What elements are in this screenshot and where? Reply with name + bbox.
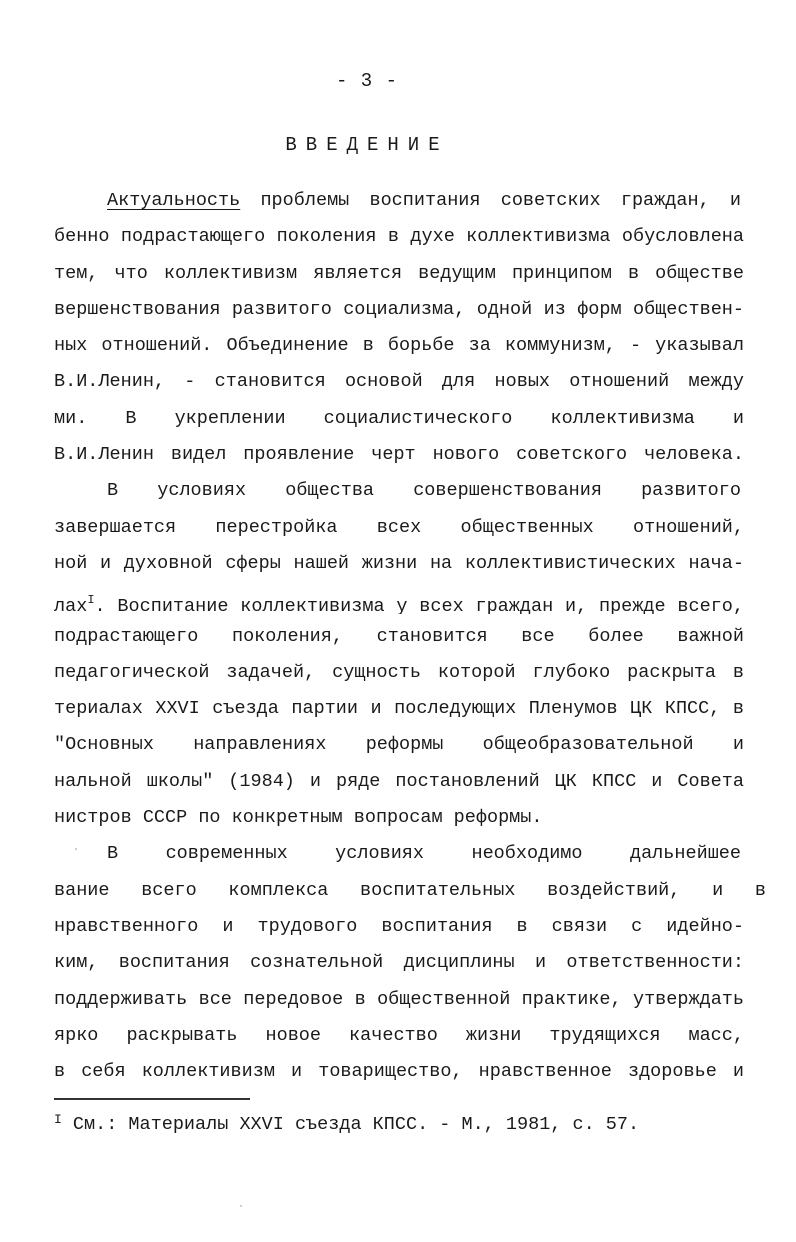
text-line bbox=[0, 443, 796, 479]
line-text: ярко раскрывать новое качество жизни трудящихся масс, bbox=[54, 1024, 744, 1046]
footnote-reference[interactable]: I bbox=[87, 593, 95, 608]
line-text: В.И.Ленин видел проявление черт нового советского человека. bbox=[54, 444, 744, 466]
line-text: бенно подрастающего поколения в духе коллективизма обусловлена bbox=[54, 226, 744, 248]
text-line bbox=[0, 225, 796, 261]
scan-speck bbox=[240, 1205, 242, 1207]
underlined-term: Актуальность bbox=[107, 190, 241, 211]
paragraph-2-line-4 bbox=[54, 588, 744, 614]
line-text: в себя коллективизм и товарищество, нравственное здоровье и bbox=[54, 1061, 744, 1083]
line-text: лах bbox=[54, 596, 88, 615]
text-line bbox=[0, 262, 796, 298]
text-line bbox=[0, 516, 796, 552]
line-text: ной и духовной сферы нашей жизни на коллективистических нача- bbox=[54, 552, 744, 574]
text-line bbox=[0, 951, 796, 987]
line-text: нальной школы" (1984) и ряде постановлений ЦК КПСС и Совета bbox=[54, 770, 744, 792]
text-line bbox=[0, 1024, 796, 1060]
footnote-marker: I bbox=[54, 1112, 62, 1127]
scan-speck bbox=[75, 848, 77, 850]
line-text: тем, что коллективизм является ведущим принципом в обществе bbox=[54, 262, 744, 284]
line-text: вершенствования развитого социализма, одной из форм обществен- bbox=[54, 298, 744, 320]
line-text: . Воспитание коллективизма у всех граждан и, прежде всего, bbox=[94, 596, 744, 615]
text-line bbox=[0, 552, 796, 588]
text-line bbox=[0, 588, 796, 624]
text-line bbox=[0, 189, 796, 225]
line-text: проблемы воспитания советских граждан, и bbox=[260, 190, 741, 211]
footnote-text: См.: Материалы XXVI съезда КПСС. - М., 1981, с. 57. bbox=[61, 1114, 640, 1135]
text-line bbox=[0, 988, 796, 1024]
line-text: поддерживать все передовое в общественной практике, утверждать bbox=[54, 988, 744, 1010]
text-line bbox=[0, 1060, 796, 1096]
text-line bbox=[0, 298, 796, 334]
line-text: педагогической задачей, сущность которой глубоко раскрыта в bbox=[54, 661, 744, 683]
text-line bbox=[0, 915, 796, 951]
line-text: нравственного и трудового воспитания в связи с идейно- bbox=[54, 915, 744, 937]
line-text: ким, воспитания сознательной дисциплины и ответственности: bbox=[54, 952, 744, 974]
line-text: "Основных направлениях реформы общеобразовательной и bbox=[54, 734, 744, 756]
line-text: подрастающего поколения, становится все более важной bbox=[54, 625, 744, 647]
line-text: ных отношений. Объединение в борьбе за коммунизм, - указывал bbox=[54, 335, 744, 357]
text-line bbox=[0, 806, 796, 842]
text-line bbox=[0, 697, 796, 733]
text-line bbox=[0, 733, 796, 769]
text-line bbox=[0, 842, 796, 878]
page-number: - 3 - bbox=[335, 70, 398, 92]
text-line bbox=[0, 661, 796, 697]
line-text: завершается перестройка всех общественных отношений, bbox=[54, 516, 744, 538]
text-line bbox=[0, 407, 796, 443]
footnote bbox=[54, 1112, 754, 1135]
line-text: В современных условиях необходимо дальнейшее bbox=[107, 843, 741, 865]
text-line bbox=[0, 334, 796, 370]
footnote-divider bbox=[54, 1098, 250, 1100]
section-heading: ВВЕДЕНИЕ bbox=[285, 134, 449, 156]
text-line bbox=[0, 879, 796, 915]
line-text: вание всего комплекса воспитательных воздействий, и в bbox=[54, 879, 766, 901]
line-text: нистров СССР по конкретным вопросам реформы. bbox=[54, 807, 543, 829]
line-text: В условиях общества совершенствования развитого bbox=[107, 480, 741, 502]
line-text: В.И.Ленин, - становится основой для новых отношений между bbox=[54, 371, 744, 393]
paragraph-1-line-1 bbox=[107, 189, 741, 215]
text-line bbox=[0, 479, 796, 515]
text-line bbox=[0, 770, 796, 806]
body-text bbox=[0, 189, 796, 1096]
line-text: ми. В укреплении социалистического коллективизма и bbox=[54, 407, 744, 429]
line-text: териалах XXVI съезда партии и последующих Пленумов ЦК КПСС, в bbox=[54, 698, 744, 720]
text-line bbox=[0, 370, 796, 406]
text-line bbox=[0, 625, 796, 661]
